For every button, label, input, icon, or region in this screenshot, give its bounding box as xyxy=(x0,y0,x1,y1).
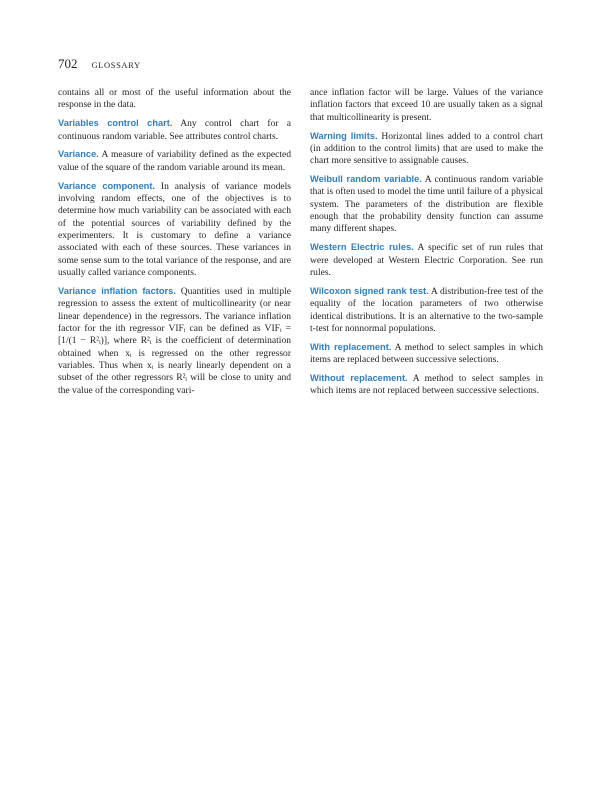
glossary-term: Variables control chart. xyxy=(58,118,173,129)
glossary-entry xyxy=(58,285,291,397)
glossary-entry xyxy=(58,148,291,174)
glossary-definition: ance inflation factor will be large. Values of the variance inflation factors that exceed 10 are usually taken as a signal that multicollinearity is present. xyxy=(310,87,543,123)
page-header xyxy=(58,56,141,72)
glossary-entry xyxy=(58,86,291,112)
glossary-definition: A measure of variability defined as the expected value of the square of the random variable around its mean. xyxy=(58,149,291,173)
page-number: 702 xyxy=(58,56,78,71)
glossary-entry xyxy=(58,180,291,280)
glossary-term: Without replacement. xyxy=(310,372,408,383)
glossary-definition: A continuous random variable that is often used to model the time until failure of a physical system. The parameters of the distribution are flexible enough that the probability density function can assume many different shapes. xyxy=(310,174,543,235)
glossary-term: Variance inflation factors. xyxy=(58,285,176,296)
glossary-entry xyxy=(310,285,543,335)
glossary-entry xyxy=(58,117,291,143)
glossary-entry xyxy=(310,372,543,398)
glossary-term: Warning limits. xyxy=(310,130,378,141)
glossary-definition: Horizontal lines added to a control chart (in addition to the control limits) that are used to make the chart more sensitive to assignable causes. xyxy=(310,130,543,167)
glossary-definition: A distribution-free test of the equality of the location parameters of two otherwise identical distributions. It is an alternative to the two-sample t-test for nonnormal populations. xyxy=(310,285,543,334)
glossary-definition: Any control chart for a continuous random variable. See attributes control charts. xyxy=(58,118,291,142)
glossary-definition: Quantities used in multiple regression to assess the extent of multicollinearity (or near linear dependence) in the regressors. The variance inflation factor for the ith regressor VIFᵢ can be defined as VIFᵢ = [1/(1 − R²ᵢ)], where R²ᵢ is the coefficient of determination obtained when xᵢ is regressed on the other regressor variables. Thus when xᵢ is nearly linearly dependent on a subset of the other regressors R²ᵢ will be close to unity and the value of the corresponding vari- xyxy=(58,285,291,396)
glossary-entry xyxy=(310,173,543,236)
glossary-term: Variance component. xyxy=(58,180,156,191)
glossary-definition: A specific set of run rules that were developed at Western Electric Corporation. See run rules. xyxy=(310,242,543,278)
glossary-term: With replacement. xyxy=(310,341,392,352)
glossary-entry xyxy=(310,86,543,124)
glossary-term: Wilcoxon signed rank test. xyxy=(310,285,429,296)
glossary-entry xyxy=(310,241,543,279)
glossary-definition: contains all or most of the useful information about the response in the data. xyxy=(58,87,291,111)
running-head: GLOSSARY xyxy=(91,60,141,70)
glossary-term: Variance. xyxy=(58,149,99,160)
glossary-entry xyxy=(310,130,543,168)
glossary-definition: A method to select samples in which items are not replaced between successive selections. xyxy=(310,372,543,397)
glossary-term: Western Electric rules. xyxy=(310,242,414,253)
left-column xyxy=(58,86,291,402)
glossary-definition: In analysis of variance models involving random effects, one of the objectives is to determine how much variability can be associated with each of the potential sources of variability defined by the experimenters. It is customary to define a variance associated with each of these sources. These variances in some sense sum to the total variance of the response, and are usually called variance components. xyxy=(58,180,292,278)
glossary-entry xyxy=(310,341,543,367)
glossary-definition: A method to select samples in which items are replaced between successive selections. xyxy=(310,341,543,366)
right-column xyxy=(310,86,543,403)
glossary-term: Weibull random variable. xyxy=(310,174,422,185)
